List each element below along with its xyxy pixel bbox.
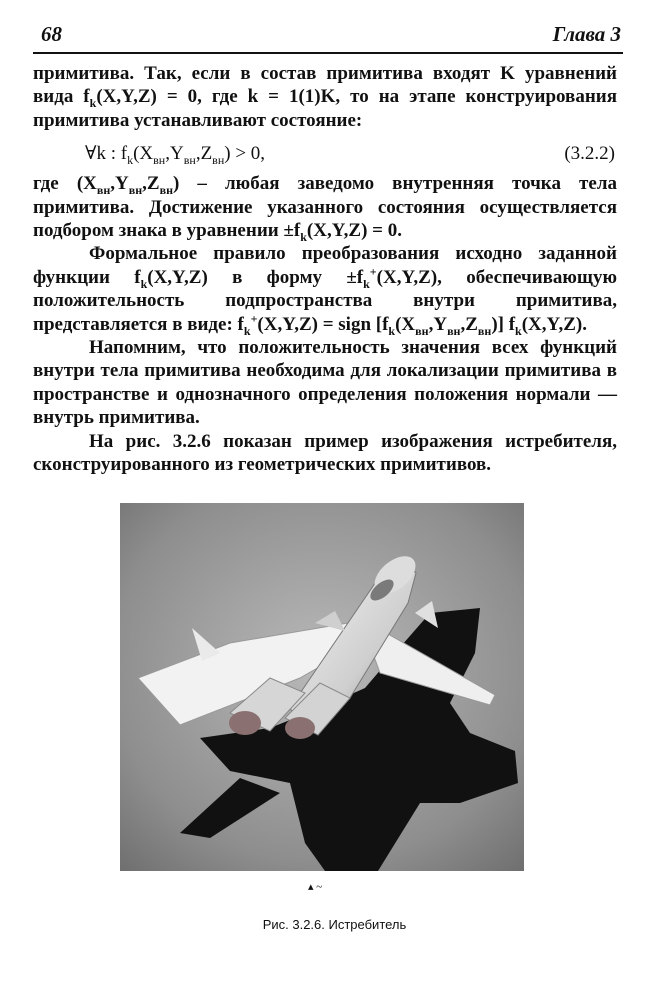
equation-number: (3.2.2): [564, 143, 615, 165]
equation-3-2-2: [33, 136, 617, 170]
fighter-jet-render: [120, 503, 524, 871]
paragraph-5: На рис. 3.2.6 показан пример изображения истребителя, сконструированного из геометрических примитивов.: [33, 430, 617, 476]
figure-caption: Рис. 3.2.6. Истребитель: [262, 917, 407, 932]
paragraph-3: Формальное правило преобразования исходно заданной функции $f_k(X,Y,Z)$ в форму $\pm f_k^+(X,Y,Z)$, обеспечивающую положительность подпространства внутри примитива, представляется в виде: $f_k^+(X,Y,Z)$ = sign $[f_k(X_{вн},Y_{вн},Z_{вн})]$ $f_k(X,Y,Z)$.: [33, 243, 617, 338]
figure-smudge: ▴ ~: [308, 881, 323, 893]
paragraph-1: примитива. Так, если в состав примитива входят K уравнений вида $f_k(X,Y,Z) = 0$, где k = 1(1)K, то на этапе конструирования примитива устанавливают состояние:: [33, 63, 617, 131]
paragraph-4: Напомним, что положительность значения всех функций внутри тела примитива необходима для локализации примитива в пространстве и однозначного определения положения нормали — внутрь примитива.: [33, 337, 617, 429]
paragraph-2: где $(X_{вн},Y_{вн},Z_{вн})$ – любая заведомо внутренняя точка тела примитива. Достижение указанного состояния осуществляется подбором знака в уравнении $\pm f_k(X,Y,Z) = 0$.: [33, 173, 617, 244]
running-head-chapter: Глава 3: [552, 22, 621, 46]
header-rule: [33, 52, 623, 54]
body-text: [33, 62, 617, 477]
fighter-jet-image: [120, 503, 524, 871]
equation-expression: ∀k : $f_k(X_{вн},Y_{вн},Z_{вн}) > 0$,: [85, 143, 266, 168]
page-number: 68: [41, 22, 62, 46]
